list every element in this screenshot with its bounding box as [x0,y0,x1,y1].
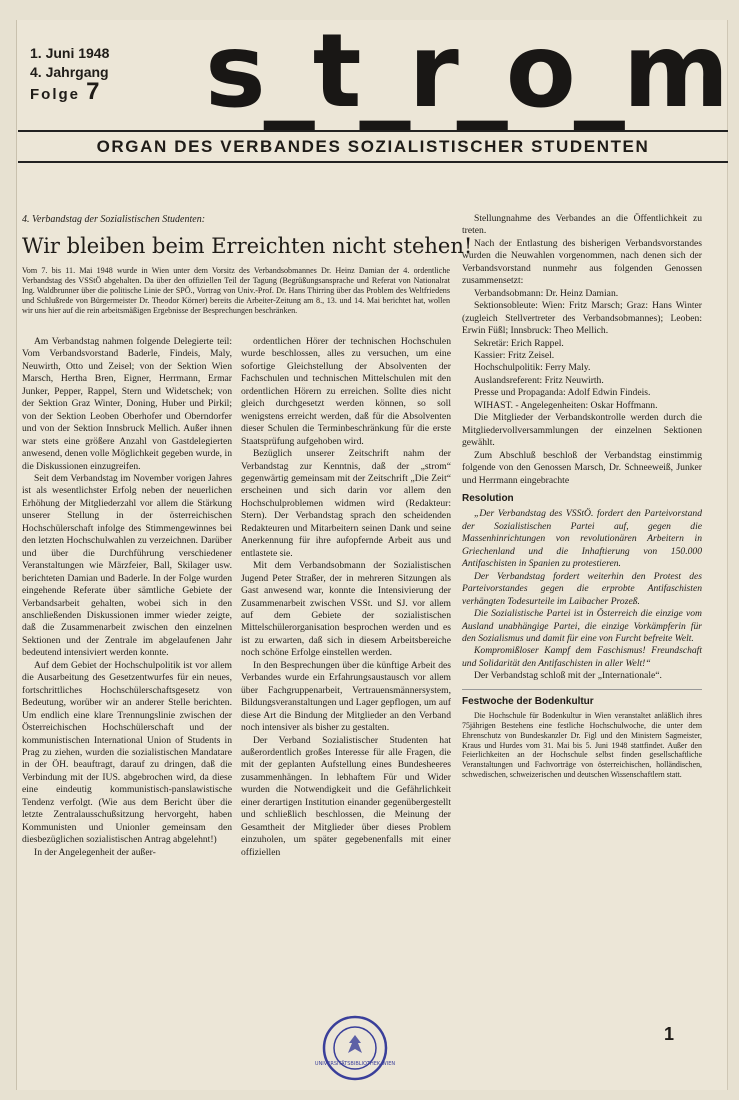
paragraph: Nach der Entlastung des bisherigen Verbandsvorstandes wurden die Neuwahlen vorgenommen, nach denen sich der Verbandsvorstand nunmehr aus folgenden Genossen zusammensetzt: [462,237,702,287]
article-column-2 [241,336,451,1026]
section-label: 4. Verbandstag der Sozialistischen Studenten: [22,214,206,225]
edition-info [30,44,109,104]
paragraph: Sekretär: Erich Rappel. [474,337,564,349]
paragraph: Am Verbandstag nahmen folgende Delegierte teil: Vom Verbandsvorstand Baderle, Findeis, Maly, Neuwirth, Otto und Zeisel; von der Sektion Wien Marsch, Hertha Bren, Eigner, Herrmann, Ermar Junker, Pepper, Rappel, Stern und Widetschek; von der Sektion Graz Winter, Doning, Huber und Pirkil; von der Sektion Leoben Oberhofer und Oberndorfer und von der Sektion Innsbruck Mellich. Außer ihnen war stets eine größere Anzahl von Gastdelegierten anwesend, denen volle Möglichkeit gegeben wurde, in die Diskussionen einzugreifen. [22,336,232,472]
stamp-text: UNIVERSITÄTSBIBLIOTHEK WIEN [314,1061,396,1067]
paragraph: Presse und Propaganda: Adolf Edwin Findeis. [474,387,651,399]
resolution-text [462,508,702,670]
paragraph: WIHAST. - Angelegenheiten: Oskar Hoffmann. [474,399,658,411]
headline: Wir bleiben beim Erreichten nicht stehen! [22,234,473,258]
closing-paragraph: Der Verbandstag schloß mit der „Internationale“. [474,670,662,682]
paragraph: Seit dem Verbandstag im November vorigen Jahres ist als wesentlichster Erfolg neben der neuerlichen Erhöhung der Mitgliederzahl vor allem die Stärkung unserer Stellung in der österreichischen Hochschülerschaft infolge des Stimmengewinnes bei den letzten Hochschulwahlen zu verzeichnen. Darüber und über die Durchführung verschiedener Veranstaltungen wie Märzfeier, Ball, Skilager usw. berichteten Damian und Baderle. In der Folge wurden eingehende Referate über sämtliche Gebiete der Verbandsarbeit gehalten, wobei sich in den anschließenden Diskussionen immer wieder zeigte, daß die Zusammenarbeit zwischen den einzelnen Sektionen und der Zentrale im abgelaufenen Jahr bedeutend intensiviert werden konnte. [22,472,232,659]
paragraph: Hochschulpolitik: Ferry Maly. [474,362,591,374]
resolution-title: Resolution [462,492,514,504]
paragraph: Mit dem Verbandsobmann der Sozialistischen Jugend Peter Straßer, der in mehreren Sitzungen als Gast anwesend war, konnte die Intensivierung der Zusammenarbeit zwischen VSSt. und SJ. vor allem auf dem Gebiete der sozialistischen Mittelschülerorganisation besprochen werden und es ist zu erwarten, daß sich in diesem Arbeitsbereiche noch schöne Erfolge einstellen werden. [241,560,451,659]
paragraph: Der Verband Sozialistischer Studenten hat außerordentlich großes Interesse für alle Fragen, die mit der geplanten Aufstellung eines Bundesheeres zusammenhängen. In lebhaftem Für und Wider wurden die Notwendigkeit und die Gefährlichkeit einer derartigen Institution einander gegenübergestellt und schließlich beschlossen, die Meinung der Gesamtheit der Mitglieder über dieses Problem einzuholen, um später gegebenenfalls mit einer offiziellen [241,734,451,858]
paragraph: Zum Abschluß beschloß der Verbandstag einstimmig folgende von den Genossen Marsch, Dr. Schneeweiß, Junker und Herrmann eingebrachte [462,449,702,486]
paragraph: Die Mitglieder der Verbandskontrolle werden durch die Mitgliedervollversammlungen der einzelnen Sektionen gewählt. [462,412,702,449]
paragraph: Der Verbandstag fordert weiterhin den Protest des Parteivorstandes gegen die erprobte Antifaschisten verhängten Todesurteile im Laibacher Prozeß. [462,570,702,607]
masthead-title: s_t_r_o_m [205,12,728,131]
paragraph: Kompromißloser Kampf dem Faschismus! Freundschaft und Solidarität den Antifaschisten in aller Welt!“ [462,645,702,669]
box-text: Die Hochschule für Bodenkultur in Wien veranstaltet anläßlich ihres 75jährigen Bestehens eine festliche Hochschulwoche, die unter dem Ehrenschutz von Bundeskanzler Dr. Figl und den Ministern Sagmeister, Kraus und Hurdes vom 31. Mai bis 5. Juni 1948 stattfindet. Außer den Feierlichkeiten an der Hochschule selbst finden gesellschaftliche Veranstaltungen und Fachvorträge von österreichischen, holländischen, schwedischen, schweizerischen und deutschen Wissenschaftlern statt. [462,711,702,779]
issue-folge: Folge 7 [30,78,100,105]
paragraph: Stellungnahme des Verbandes an die Öffentlichkeit zu treten. [462,213,702,237]
article-column-1 [22,336,232,1026]
organ-subtitle: ORGAN DES VERBANDES SOZIALISTISCHER STUDENTEN [18,130,728,163]
issue-year: 4. Jahrgang [30,64,109,80]
page-number: 1 [664,1024,675,1044]
paragraph: Auf dem Gebiet der Hochschulpolitik ist vor allem die Ausarbeitung des Gesetzentwurfes für ein neues, fortschrittliches Hochschülerschaftsgesetz von Bedeutung, worüber wir an anderer Stelle berichten. Um endlich eine klare Trennungslinie zwischen der Österreichischen Hochschülerschaft und der kommunistischen International Union of Students in Prag zu ziehen, wurden die sozialistischen Mandatare in der ÖH. beauftragt, darauf zu dringen, daß die Verbindung mit der IUS. abgebrochen wird, da diese eine eindeutig kommunistisch-panslawistische Tendenz verfolgt. (Wie aus dem Bericht über die letzte Zentralausschußsitzung hervorgeht, haben Kommunisten und Unionler gemeinsam den diesbezüglichen sozialistischen Antrag abgelehnt!) [22,659,232,846]
paragraph: Bezüglich unserer Zeitschrift nahm der Verbandstag zur Kenntnis, daß der „strom“ gegenwärtig gemeinsam mit der Zeitschrift „Die Zeit“ erscheinen und sich darin vor allem den Hochschulproblemen widmen wird (Redakteur: Stern). Der Verbandstag sprach den scheidenden Redakteuren und Mitarbeitern seinen Dank und seine Anerkennung für ihre aufopfernde Arbeit aus und entlastete sie. [241,448,451,559]
paragraph: Sektionsobleute: Wien: Fritz Marsch; Graz: Hans Winter (zugleich Stellvertreter des Verbandsobmannes); Leoben: Erwin Füßl; Innsbruck: Theo Mellich. [462,300,702,337]
paragraph: Verbandsobmann: Dr. Heinz Damian. [474,287,619,299]
divider [462,689,702,690]
box-title: Festwoche der Bodenkultur [462,695,594,707]
paragraph: Die Sozialistische Partei ist in Österreich die einzige vom Ausland unabhängige Partei, die einzige Vorkämpferin für den Sozialismus und damit für eine von Furcht befreite Welt. [462,608,702,644]
issue-date: 1. Juni 1948 [30,45,110,61]
lead-paragraph: Vom 7. bis 11. Mai 1948 wurde in Wien unter dem Vorsitz des Verbandsobmannes Dr. Heinz Damian der 4. ordentliche Verbandstag des VSStÖ abgehalten. Da über den offiziellen Teil der Tagung (Begrüßungsansprache und Referat von Nationalrat Ing. Waldbrunner über die politische Linie der SPÖ., Vortrag von Univ.-Prof. Dr. Hans Thirring über das Problem des Weltfriedens und Schlußrede von Bürgermeister Dr. Theodor Körner) bereits die Arbeiter-Zeitung am 8., 13. und 14. Mai berichtet hat, wollen wir uns hier auf die rein arbeitsmäßigen Ergebnisse der Besprechungen beschränken. [22,266,450,316]
paragraph: In den Besprechungen über die künftige Arbeit des Verbandes wurde ein Erfahrungsaustausch vor allem über Fachgruppenarbeit, Vertrauensmännersystem, Bildungsveranstaltungen und Lager gepflogen, um auf diese Art die Bindung der Mitglieder an den Verband noch intensiver als bisher zu gestalten. [241,659,451,734]
paragraph: In der Angelegenheit der außer- [34,846,156,858]
paragraph: Auslandsreferent: Fritz Neuwirth. [474,374,604,386]
library-stamp [314,1013,396,1083]
paragraph: Kassier: Fritz Zeisel. [474,349,555,361]
article-column-3 [462,213,702,1033]
paragraph: ordentlichen Hörer der technischen Hochschulen wurde beschlossen, alles zu versuchen, um eine sofortige Gleichstellung der Absolventen der Fachschulen und technischen Mittelschulen mit den ordentlichen Hörern zu erreichen. Sollte dies nicht gleich durchgesetzt werden können, so soll wenigstens erreicht werden, daß für die Absolventen dieser Schulen die Terminbeschränkung für die erste Staatsprüfung aufgehoben wird. [241,336,451,447]
paragraph: „Der Verbandstag des VSStÖ. fordert den Parteivorstand der Sozialistischen Partei auf, gegen die Massenhinrichtungen von revolutionären Arbeitern in Griechenland und die Inhaftierung von 150.000 Antifaschisten in Spanien zu protestieren. [462,508,702,570]
